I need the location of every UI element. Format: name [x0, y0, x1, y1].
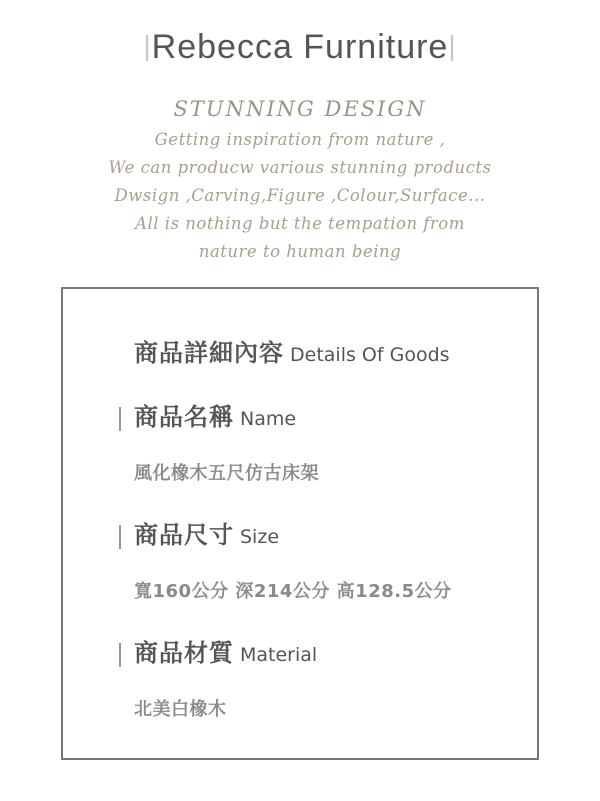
details-title-zh: 商品詳細內容 — [134, 339, 284, 367]
details-title-en: Details Of Goods — [290, 344, 450, 366]
section-label-zh: 商品名稱 — [134, 403, 234, 431]
section-name-heading — [119, 397, 296, 433]
section-label-zh: 商品材質 — [134, 639, 234, 667]
brand-bar-left: | — [143, 30, 152, 61]
section-tick — [119, 525, 121, 549]
slogan-line: Getting inspiration from nature , — [154, 130, 446, 149]
brand-header — [0, 28, 600, 67]
slogan-line: nature to human being — [198, 242, 402, 261]
slogan-block — [0, 92, 600, 266]
details-title — [134, 333, 450, 368]
section-label-en: Material — [240, 644, 318, 666]
brand-name: Rebecca Furniture — [151, 28, 449, 66]
slogan-heading: STUNNING DESIGN — [173, 97, 427, 121]
section-size-value: 寬160公分 深214公分 高128.5公分 — [134, 581, 452, 602]
details-panel — [61, 287, 539, 760]
section-size-heading — [119, 515, 279, 551]
slogan-line: Dwsign ,Carving,Figure ,Colour,Surface... — [114, 186, 486, 205]
slogan-line: We can producw various stunning products — [108, 158, 492, 177]
section-tick — [119, 643, 121, 667]
section-label-en: Size — [240, 526, 280, 548]
section-name-value: 風化橡木五尺仿古床架 — [134, 463, 319, 484]
section-material-value: 北美白橡木 — [134, 699, 227, 720]
section-tick — [119, 407, 121, 431]
slogan-line: All is nothing but the tempation from — [135, 214, 465, 233]
section-material-heading — [119, 633, 317, 669]
section-label-zh: 商品尺寸 — [134, 521, 234, 549]
brand-bar-right: | — [448, 30, 457, 61]
section-label-en: Name — [240, 408, 297, 430]
